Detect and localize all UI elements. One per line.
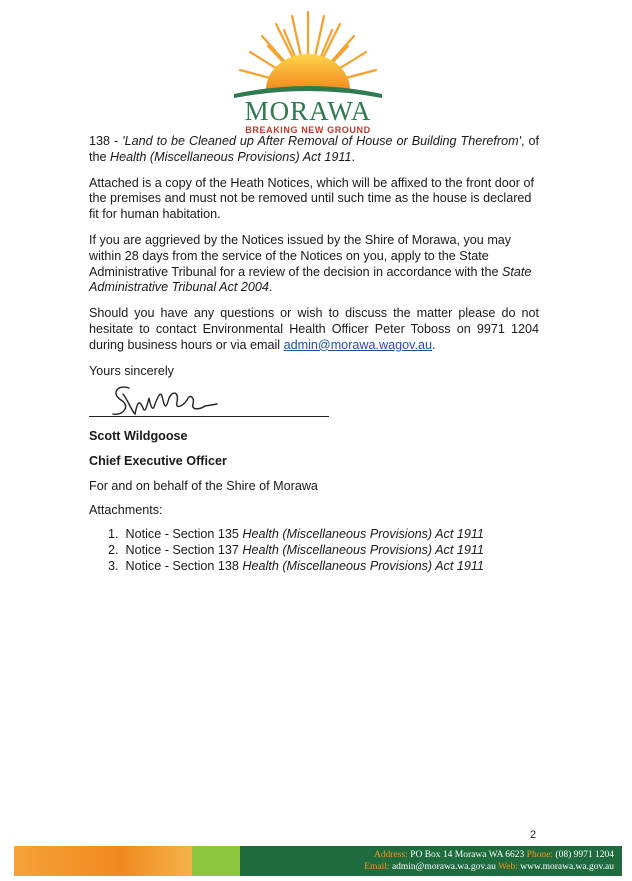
- footer-orange-band: [14, 846, 192, 876]
- signatory-behalf: For and on behalf of the Shire of Morawa: [89, 479, 318, 493]
- paragraph-contact: Should you have any questions or wish to discuss the matter please do not hesitate to contact Environmental Health Officer Peter Toboss on 9971 1204 during business hours or via email admin@morawa.wagov.au.: [89, 306, 539, 352]
- footer-web: www.morawa.wa.gov.au: [520, 862, 614, 872]
- footer-phone: (08) 9971 1204: [555, 850, 614, 860]
- attachment-item: 3. Notice - Section 138 Health (Miscellaneous Provisions) Act 1911: [108, 559, 484, 573]
- signature-line: [89, 416, 329, 417]
- footer-line-1: Address: PO Box 14 Morawa WA 6623 Phone: (08) 9971 1204: [374, 850, 614, 860]
- contact-email-link[interactable]: admin@morawa.wagov.au: [283, 337, 432, 352]
- letterhead-footer: [14, 846, 622, 876]
- closing-salutation: Yours sincerely: [89, 363, 174, 378]
- footer-email: admin@morawa.wa.gov.au: [391, 862, 496, 872]
- logo-wordmark: MORAWA: [244, 96, 372, 126]
- letter-body: [89, 134, 539, 389]
- signatory-title: Chief Executive Officer: [89, 454, 227, 468]
- footer-lime-band: [192, 846, 240, 876]
- attachments-heading: Attachments:: [89, 503, 163, 517]
- handwritten-signature: [89, 380, 329, 420]
- morawa-logo: [228, 8, 388, 136]
- paragraph-review-rights: If you are aggrieved by the Notices issued by the Shire of Morawa, you may within 28 days from the service of the Notices on you, apply to the State Administrative Tribunal for a review of the decision in accordance with the State Administrative Tribunal Act 2004.: [89, 232, 532, 295]
- sun-rays-icon: [228, 8, 388, 100]
- attachment-item: 2. Notice - Section 137 Health (Miscellaneous Provisions) Act 1911: [108, 543, 484, 557]
- footer-contact-details: [364, 849, 614, 873]
- footer-line-2: Email: admin@morawa.wa.gov.au Web: www.morawa.wa.gov.au: [364, 862, 614, 872]
- attachment-item: 1. Notice - Section 135 Health (Miscellaneous Provisions) Act 1911: [108, 527, 484, 541]
- paragraph-attached-notices: Attached is a copy of the Heath Notices, which will be affixed to the front door of the premises and must not be removed until such time as the house is declared fit for human habitation.: [89, 175, 534, 222]
- signatory-name: Scott Wildgoose: [89, 429, 188, 443]
- footer-address: PO Box 14 Morawa WA 6623: [410, 850, 525, 860]
- attachments-list: [108, 526, 484, 574]
- paragraph-section-138: 138 - 'Land to be Cleaned up After Removal of House or Building Therefrom', of the Health (Miscellaneous Provisions) Act 1911.: [89, 134, 539, 164]
- page-number: 2: [530, 829, 537, 841]
- logo-tagline: BREAKING NEW GROUND: [245, 125, 371, 135]
